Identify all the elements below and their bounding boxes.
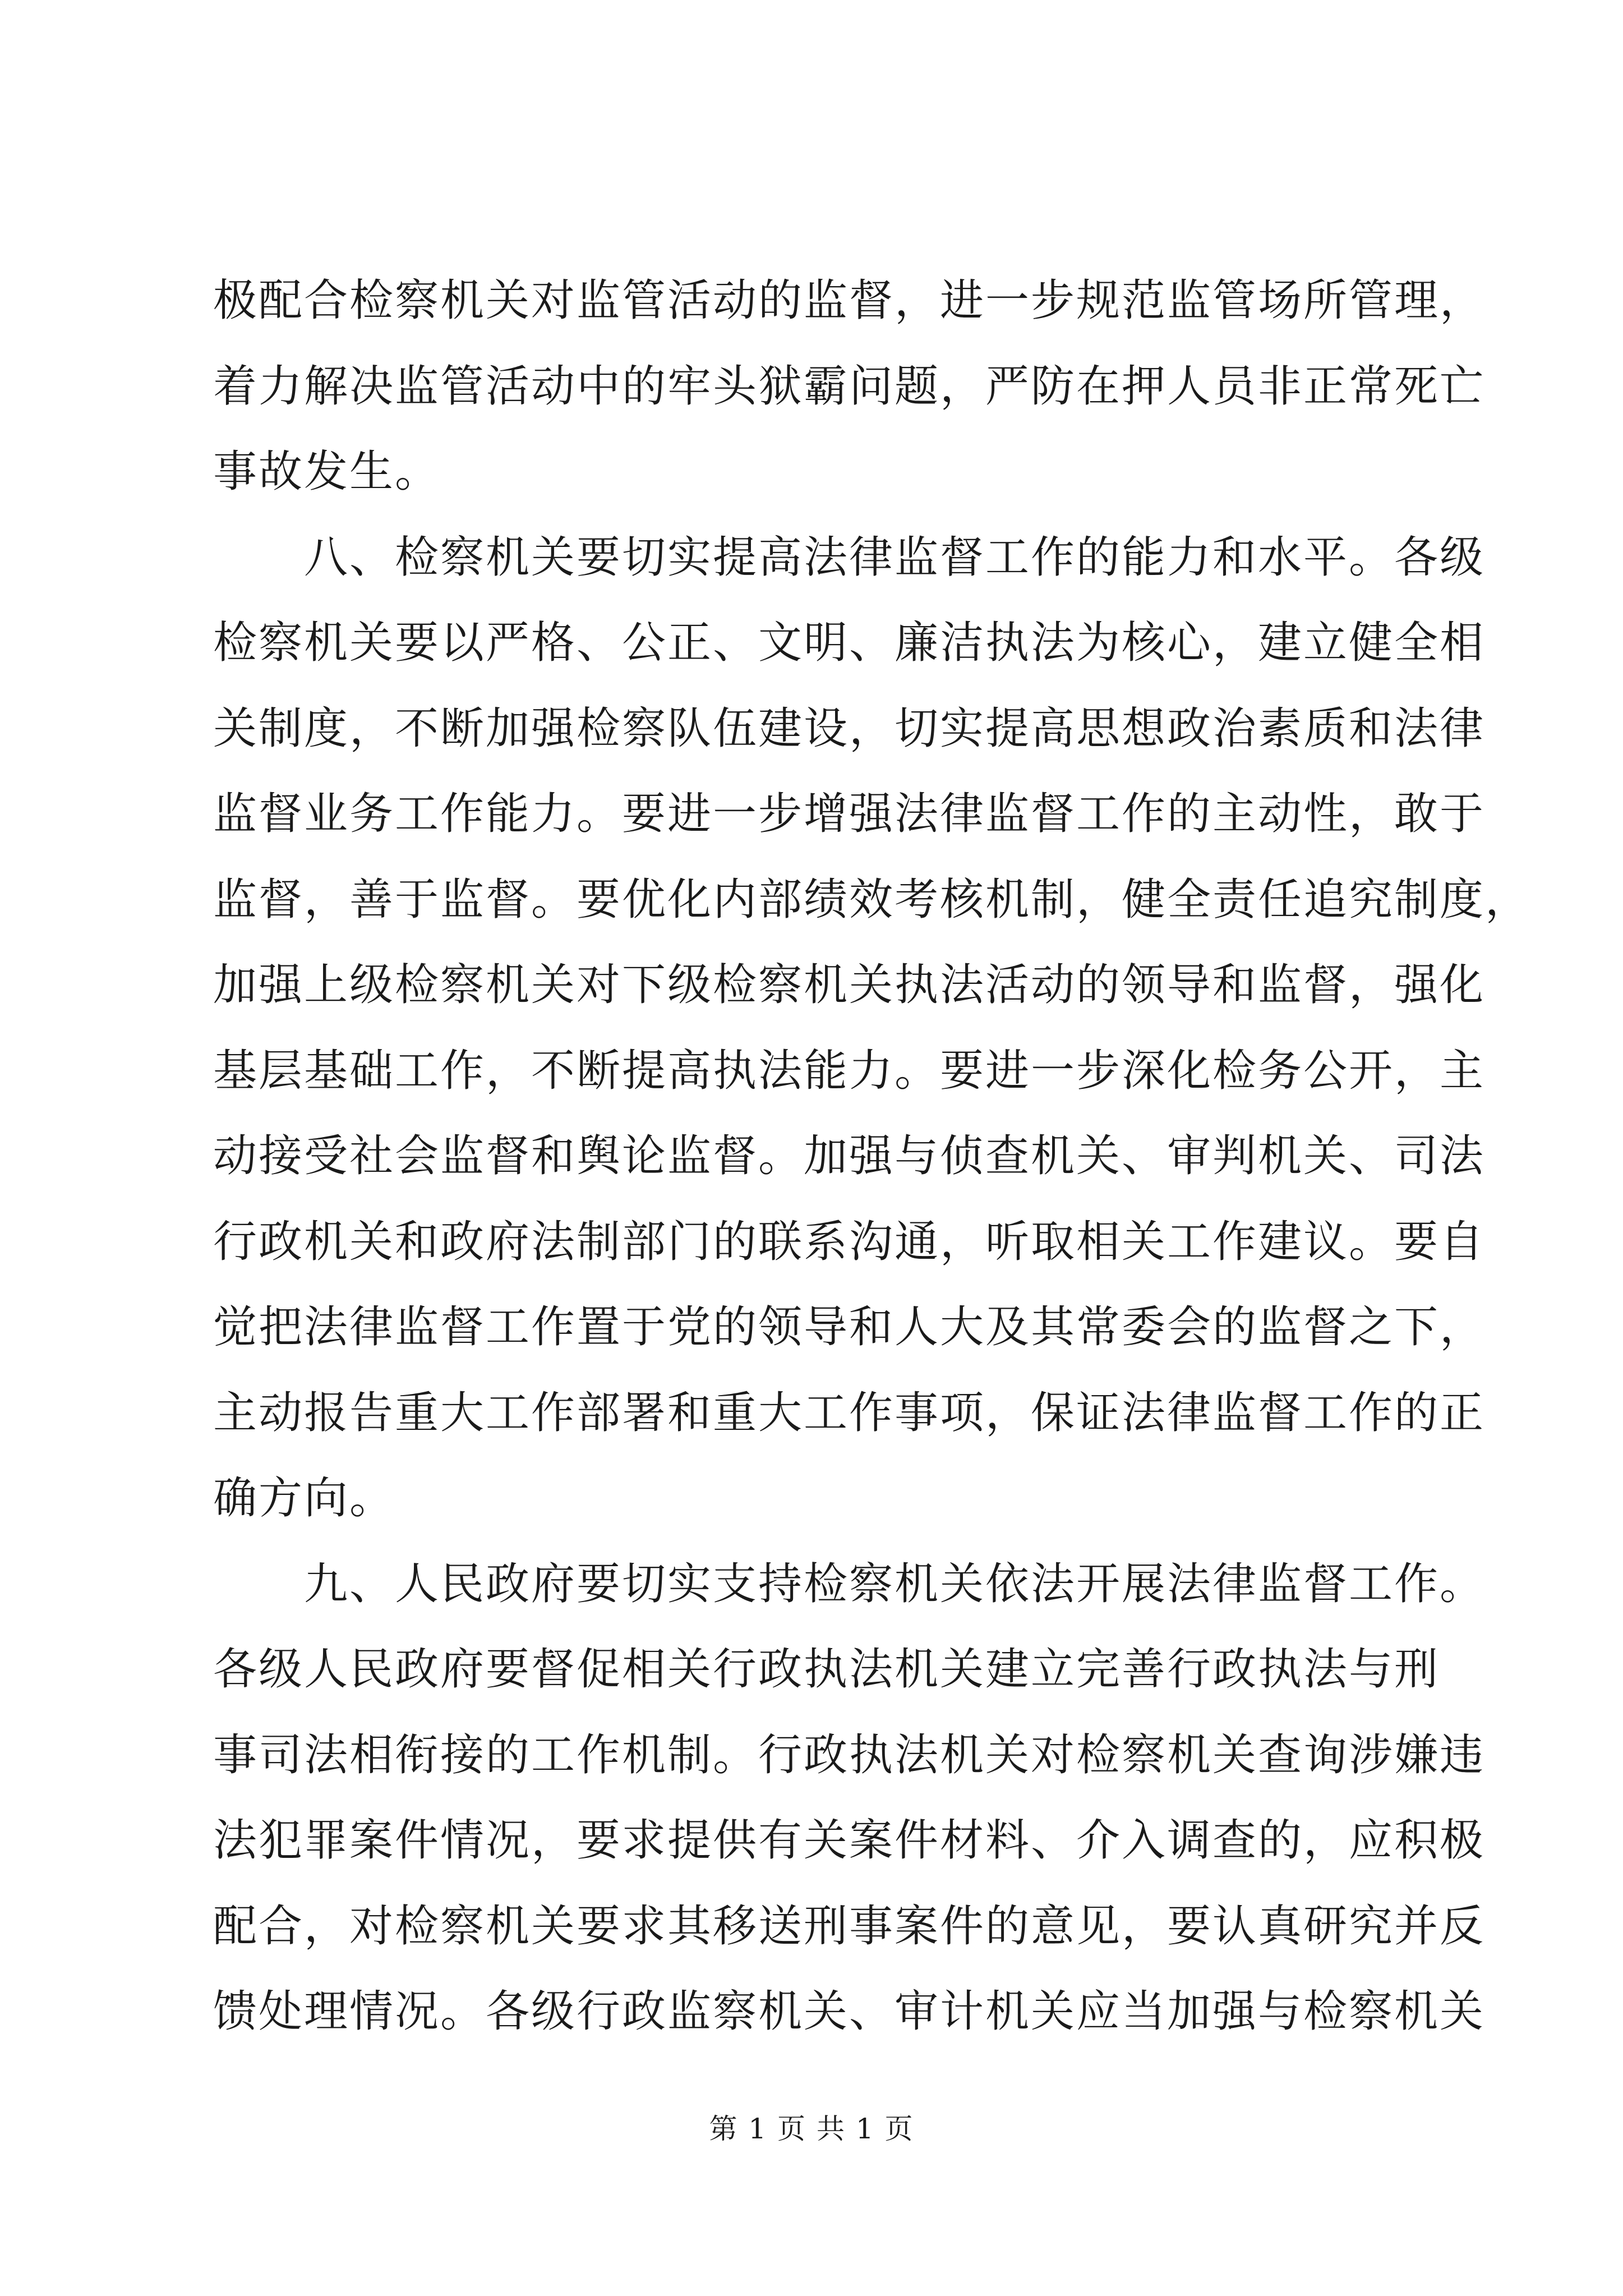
text-line: 确方向。: [213, 1473, 395, 1524]
text-line: 监督，善于监督。要优化内部绩效考核机制，健全责任追究制度，: [213, 874, 1531, 925]
text-line: 检察机关要以严格、公正、文明、廉洁执法为核心，建立健全相: [213, 618, 1486, 668]
text-line: 配合，对检察机关要求其移送刑事案件的意见，要认真研究并反: [213, 1901, 1486, 1952]
text-line: 事故发生。: [213, 447, 441, 497]
text-line: 动接受社会监督和舆论监督。加强与侦查机关、审判机关、司法: [213, 1131, 1486, 1181]
body-text: [213, 258, 1531, 2055]
text-line: 加强上级检察机关对下级检察机关执法活动的领导和监督，强化: [213, 960, 1486, 1010]
text-line: 各级人民政府要督促相关行政执法机关建立完善行政执法与刑: [213, 1644, 1440, 1695]
text-line: 行政机关和政府法制部门的联系沟通，听取相关工作建议。要自: [213, 1216, 1486, 1267]
text-line: 基层基础工作，不断提高执法能力。要进一步深化检务公开，主: [213, 1045, 1486, 1096]
text-line: 监督业务工作能力。要进一步增强法律监督工作的主动性，敢于: [213, 789, 1486, 839]
page-footer: 第 1 页 共 1 页: [709, 2113, 914, 2145]
text-line: 八、检察机关要切实提高法律监督工作的能力和水平。各级: [213, 532, 1486, 583]
paragraph: [213, 1542, 1486, 2055]
paragraph: [213, 515, 1531, 1542]
text-line: 主动报告重大工作部署和重大工作事项，保证法律监督工作的正: [213, 1387, 1486, 1438]
paragraph: [213, 258, 1486, 515]
text-line: 关制度，不断加强检察队伍建设，切实提高思想政治素质和法律: [213, 703, 1486, 754]
text-line: 事司法相衔接的工作机制。行政执法机关对检察机关查询涉嫌违: [213, 1729, 1486, 1780]
text-line: 着力解决监管活动中的牢头狱霸问题，严防在押人员非正常死亡: [213, 361, 1486, 412]
text-line: 馈处理情况。各级行政监察机关、审计机关应当加强与检察机关: [213, 1986, 1486, 2037]
text-line: 九、人民政府要切实支持检察机关依法开展法律监督工作。: [213, 1558, 1486, 1609]
text-line: 极配合检察机关对监管活动的监督，进一步规范监管场所管理，: [213, 275, 1486, 326]
text-line: 法犯罪案件情况，要求提供有关案件材料、介入调查的，应积极: [213, 1815, 1486, 1866]
text-line: 觉把法律监督工作置于党的领导和人大及其常委会的监督之下，: [213, 1302, 1486, 1352]
